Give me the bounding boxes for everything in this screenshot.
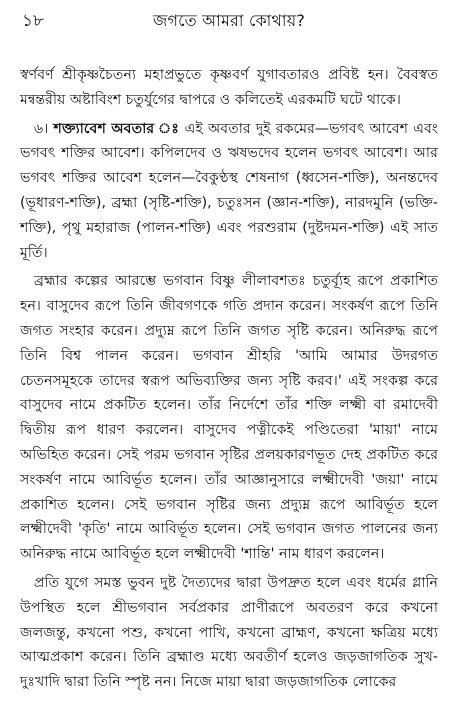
- paragraph-1: [20, 63, 438, 113]
- running-title: জগতে আমরা কোথায়?: [152, 11, 306, 30]
- page-header: [14, 8, 444, 34]
- paragraph-3-text: ব্রহ্মার কল্পের আরম্ভে ভগবান বিষ্ণু লীলাবশতঃ চতুর্ব্যূহ রূপে প্রকাশিত হন। বাসুদেব রূপে তিনি জীবগণকে গতি প্রদান করেন। সংকর্ষণ রূপে তিনি জগত সংহার করেন। প্রদ্যুম্ন রূপে তিনি জগত সৃষ্টি করেন। অনিরুদ্ধ রূপে তিনি বিশ্ব পালন করেন। ভগবান শ্রীহরি 'আমি আমার উদরগত চেতনসমূহকে তাদের স্বরূপ অভিব্যক্তির জন্য সৃষ্টি করব।' এই সংকল্প করে বাসুদেব নামে প্রকটিত হলেন। তাঁর নির্দেশে তাঁর শক্তি লক্ষ্মী বা রমাদেবী দ্বিতীয় রূপ ধারণ করলেন। বাসুদেব পত্নীকেই পণ্ডিতেরা 'মায়া' নামে অভিহিত করেন। সেই পরম ভগবান সৃষ্টির প্রলয়কারণভূত দেহ প্রকটিত করে সংকর্ষণ নামে আবির্ভূত হলেন। তাঁর আজ্ঞানুসারে লক্ষ্মীদেবী 'জয়া' নামে প্রকাশিত হলেন। সেই ভগবান সৃষ্টির জন্য প্রদ্যুম্ন রূপে আবির্ভূত হলে লক্ষ্মীদেবী 'কৃতি' নামে আবির্ভূত হলেন। সেই ভগবান জগত পালনের জন্য অনিরুদ্ধ নামে আবির্ভূত হলে লক্ষ্মীদেবী 'শান্তি' নাম ধারণ করলেন।: [20, 273, 438, 563]
- paragraph-4: [20, 571, 438, 695]
- paragraph-4-text: প্রতি যুগে সমস্ত ভুবন দুষ্ট দৈত্যদের দ্বারা উপদ্রুত হলে এবং ধর্মের গ্লানি উপস্থিত হলে শ্রীভগবান সর্বপ্রকার প্রাণীরূপে অবতরণ করে কখনো জলজন্তু, কখনো পশু, কখনো পাখি, কখনো ব্রাহ্মণ, কখনো ক্ষত্রিয় মধ্যে আত্মপ্রকাশ করেন। তিনি ব্রহ্মাণ্ড মধ্যে অবতীর্ণ হলেও জড়জাগতিক সুখ-দুঃখাদি দ্বারা তিনি স্পৃষ্ট নন। নিজে মায়া দ্বারা জড়জাগতিক লোকের: [20, 574, 438, 691]
- body-text: [20, 63, 438, 699]
- section-number: ৬।: [34, 120, 49, 137]
- paragraph-3: [20, 269, 438, 567]
- paragraph-2: [20, 117, 438, 266]
- section-title: শক্ত্যাবেশ অবতার ঃ: [53, 120, 180, 137]
- paragraph-2-text: এই অবতার দুই রকমের—ভগবৎ আবেশ এবং ভগবৎ শক্তির আবেশ। কপিলদেব ও ঋষভদেব হলেন ভগবৎ আবেশ। আর ভগবৎ শক্তির আবেশ হলেন—বৈকুণ্ঠস্থ শেষনাগ (ধ্বসেন-শক্তি), অনন্তদেব (ভূধারণ-শক্তি), ব্রহ্মা (সৃষ্টি-শক্তি), চতুঃসন (জ্ঞান-শক্তি), নারদমুনি (ভক্তি-শক্তি), পৃথু মহারাজ (পালন-শক্তি) এবং পরশুরাম (দুষ্টদমন-শক্তি) এই সাত মূর্তি।: [20, 120, 438, 261]
- paragraph-1-text: স্বর্ণবর্ণ শ্রীকৃষ্ণচৈতন্য মহাপ্রভুতে কৃষ্ণবর্ণ যুগাবতারও প্রবিষ্ট হন। বৈবস্বত মন্বন্তরীয় অষ্টাবিংশ চতুর্যুগের দ্বাপরে ও কলিতেই এরকমটি ঘটে থাকে।: [20, 67, 438, 108]
- page-number: ১৮: [22, 11, 45, 31]
